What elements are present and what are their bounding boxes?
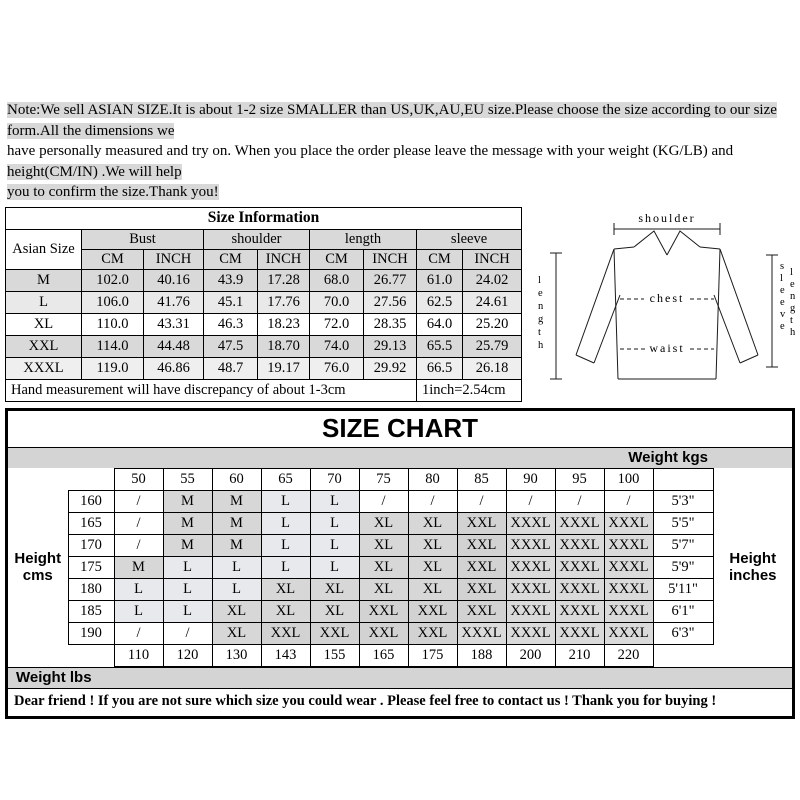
column-group-shoulder: shoulder <box>204 229 310 249</box>
weight-kg-value: 65 <box>261 468 310 490</box>
size-cell: / <box>114 622 163 644</box>
size-cell: XXXL <box>604 600 653 622</box>
measurement-value: 25.20 <box>463 313 522 335</box>
size-cell: L <box>114 578 163 600</box>
note-text: Note:We sell ASIAN SIZE.It is about 1-2 size SMALLER than US,UK,AU,EU size.Please choose the size according to our size <box>7 102 777 118</box>
size-info-header <box>6 207 522 269</box>
height-in-value: 6'3" <box>653 622 713 644</box>
unit-label: INCH <box>463 249 522 269</box>
measurement-value: 25.79 <box>463 335 522 357</box>
size-cell: XXXL <box>555 600 604 622</box>
measurement-value: 65.5 <box>417 335 463 357</box>
blank-cell <box>713 468 792 490</box>
unit-label: CM <box>310 249 364 269</box>
size-cell: XXXL <box>604 578 653 600</box>
size-cell: / <box>457 490 506 512</box>
height-in-value: 5'3" <box>653 490 713 512</box>
size-cell: XL <box>408 512 457 534</box>
weight-lbs-bar <box>8 667 792 689</box>
size-cell: / <box>604 490 653 512</box>
measurement-value: 26.18 <box>463 357 522 379</box>
asian-size-value: XXXL <box>6 357 82 379</box>
measurement-value: 66.5 <box>417 357 463 379</box>
height-row <box>8 578 792 600</box>
measurement-value: 43.9 <box>204 269 258 291</box>
weight-kg-value: 85 <box>457 468 506 490</box>
weight-lb-value: 143 <box>261 644 310 666</box>
note-line <box>7 121 793 142</box>
measurement-value: 26.77 <box>364 269 417 291</box>
sleeve-label-word2: l e n g t h <box>790 266 796 338</box>
measurement-value: 114.0 <box>82 335 144 357</box>
asian-size-header: Asian Size <box>6 229 82 269</box>
size-cell: XXL <box>359 622 408 644</box>
weight-lb-value: 210 <box>555 644 604 666</box>
size-info-row <box>6 269 522 291</box>
inch-conversion-note: 1inch=2.54cm <box>417 379 522 401</box>
size-cell: M <box>114 556 163 578</box>
note-text: form.All the dimensions we <box>7 122 175 139</box>
height-cm-value: 175 <box>68 556 114 578</box>
size-cell: XL <box>310 600 359 622</box>
measurement-value: 28.35 <box>364 313 417 335</box>
note-text: height(CM/IN) .We will help <box>7 163 182 180</box>
weight-kg-value: 55 <box>163 468 212 490</box>
weight-lb-value: 220 <box>604 644 653 666</box>
size-cell: M <box>212 534 261 556</box>
weight-lb-value: 165 <box>359 644 408 666</box>
measurement-value: 44.48 <box>144 335 204 357</box>
size-cell: / <box>114 534 163 556</box>
measurement-value: 46.86 <box>144 357 204 379</box>
size-cell: L <box>261 534 310 556</box>
size-cell: XXXL <box>555 622 604 644</box>
size-cell: XXL <box>408 600 457 622</box>
weight-kg-value: 100 <box>604 468 653 490</box>
size-cell: L <box>261 556 310 578</box>
footer-message: Dear friend ! If you are not sure which size you could wear . Please feel free to contact us ! Thank you for buying ! <box>14 692 717 709</box>
shirt-diagram <box>530 209 796 397</box>
size-cell: L <box>310 556 359 578</box>
measurement-value: 61.0 <box>417 269 463 291</box>
size-cell: / <box>359 490 408 512</box>
size-cell: M <box>163 534 212 556</box>
measurement-value: 18.70 <box>258 335 310 357</box>
height-in-value: 5'11" <box>653 578 713 600</box>
size-cell: L <box>261 512 310 534</box>
weight-lb-value: 120 <box>163 644 212 666</box>
measurement-value: 18.23 <box>258 313 310 335</box>
unit-label: CM <box>82 249 144 269</box>
measurement-value: 62.5 <box>417 291 463 313</box>
size-cell: XXL <box>261 622 310 644</box>
size-info-title: Size Information <box>6 207 522 229</box>
height-in-value: 5'7" <box>653 534 713 556</box>
measurement-value: 46.3 <box>204 313 258 335</box>
weight-kgs-bar <box>8 447 792 468</box>
note-text: have personally measured and try on. When you place the order please leave the message with your weight (KG/LB) and <box>7 143 734 159</box>
measurement-value: 102.0 <box>82 269 144 291</box>
size-cell: XL <box>359 578 408 600</box>
height-cm-value: 170 <box>68 534 114 556</box>
size-cell: XL <box>408 534 457 556</box>
weight-kg-value: 70 <box>310 468 359 490</box>
weight-lb-value: 155 <box>310 644 359 666</box>
measurement-value: 17.28 <box>258 269 310 291</box>
measurement-value: 68.0 <box>310 269 364 291</box>
size-cell: XXXL <box>506 600 555 622</box>
height-row <box>8 622 792 644</box>
height-in-value: 6'1" <box>653 600 713 622</box>
height-cms-label: Height cms <box>8 490 68 644</box>
size-cell: L <box>163 600 212 622</box>
size-cell: M <box>163 490 212 512</box>
height-cm-value: 180 <box>68 578 114 600</box>
height-inches-label: Height inches <box>713 490 792 644</box>
size-info-row <box>6 335 522 357</box>
waist-label: waist <box>649 340 685 355</box>
size-cell: XXXL <box>506 512 555 534</box>
measurement-value: 17.76 <box>258 291 310 313</box>
size-cell: XL <box>261 578 310 600</box>
size-cell: XL <box>359 556 408 578</box>
weight-lb-value: 175 <box>408 644 457 666</box>
size-cell: L <box>212 556 261 578</box>
measurement-value: 24.61 <box>463 291 522 313</box>
weight-kg-value: 90 <box>506 468 555 490</box>
note-block <box>7 100 793 203</box>
asian-size-value: M <box>6 269 82 291</box>
measurement-value: 43.31 <box>144 313 204 335</box>
measurement-value: 106.0 <box>82 291 144 313</box>
weight-kg-value: 50 <box>114 468 163 490</box>
note-line <box>7 162 793 183</box>
size-cell: L <box>163 578 212 600</box>
measurement-value: 70.0 <box>310 291 364 313</box>
empty-cell <box>653 468 713 490</box>
size-info-row <box>6 313 522 335</box>
size-cell: L <box>261 490 310 512</box>
size-info-row <box>6 357 522 379</box>
measurement-value: 72.0 <box>310 313 364 335</box>
measurement-value: 110.0 <box>82 313 144 335</box>
height-in-value: 5'9" <box>653 556 713 578</box>
height-row <box>8 490 792 512</box>
chest-label: chest <box>649 290 685 305</box>
measurement-value: 41.76 <box>144 291 204 313</box>
size-cell: XL <box>408 578 457 600</box>
note-line <box>7 100 793 121</box>
measurement-value: 29.13 <box>364 335 417 357</box>
weight-lb-value: 188 <box>457 644 506 666</box>
measurement-value: 64.0 <box>417 313 463 335</box>
size-cell: XXXL <box>555 578 604 600</box>
size-cell: XXL <box>310 622 359 644</box>
asian-size-value: L <box>6 291 82 313</box>
size-cell: / <box>555 490 604 512</box>
size-cell: XXXL <box>604 534 653 556</box>
column-group-length: length <box>310 229 417 249</box>
size-cell: / <box>163 622 212 644</box>
weight-kg-value: 80 <box>408 468 457 490</box>
unit-label: INCH <box>144 249 204 269</box>
size-cell: XL <box>359 534 408 556</box>
weight-kgs-label: Weight kgs <box>628 448 708 466</box>
height-cm-value: 160 <box>68 490 114 512</box>
weight-lb-value: 110 <box>114 644 163 666</box>
measurement-value: 19.17 <box>258 357 310 379</box>
height-cm-value: 185 <box>68 600 114 622</box>
column-group-bust: Bust <box>82 229 204 249</box>
size-cell: XXL <box>457 512 506 534</box>
size-cell: L <box>114 600 163 622</box>
size-info-table <box>5 207 522 402</box>
size-info-section <box>5 207 795 402</box>
size-cell: L <box>310 534 359 556</box>
size-cell: XXXL <box>555 534 604 556</box>
height-cm-value: 165 <box>68 512 114 534</box>
sleeve-label-word1: s l e e v e <box>780 260 786 332</box>
weight-lbs-label: Weight lbs <box>16 668 92 686</box>
weight-kg-value: 60 <box>212 468 261 490</box>
blank-cell <box>8 644 114 666</box>
blank-cell <box>653 644 792 666</box>
note-line <box>7 141 793 162</box>
blank-cell <box>8 468 114 490</box>
weight-lb-row <box>8 644 792 666</box>
length-label: l e n g t h <box>538 274 544 351</box>
unit-label: INCH <box>364 249 417 269</box>
measurement-value: 76.0 <box>310 357 364 379</box>
weight-lb-value: 200 <box>506 644 555 666</box>
size-chart-grid-table <box>8 468 792 667</box>
size-cell: XXXL <box>506 556 555 578</box>
size-cell: XXXL <box>604 556 653 578</box>
size-cell: XL <box>212 622 261 644</box>
height-in-value: 5'5" <box>653 512 713 534</box>
note-line <box>7 182 793 203</box>
height-row <box>8 534 792 556</box>
size-chart-section <box>5 408 795 719</box>
size-cell: / <box>506 490 555 512</box>
weight-lb-value: 130 <box>212 644 261 666</box>
weight-kg-value: 95 <box>555 468 604 490</box>
size-cell: / <box>408 490 457 512</box>
size-cell: L <box>163 556 212 578</box>
size-cell: XL <box>408 556 457 578</box>
unit-label: CM <box>417 249 463 269</box>
shirt-diagram-container <box>530 209 796 402</box>
size-info-row <box>6 291 522 313</box>
weight-kg-header-row <box>8 468 792 490</box>
measurement-value: 29.92 <box>364 357 417 379</box>
asian-size-value: XL <box>6 313 82 335</box>
size-cell: XXL <box>457 534 506 556</box>
asian-size-value: XXL <box>6 335 82 357</box>
size-cell: XXXL <box>457 622 506 644</box>
shoulder-label: shoulder <box>638 210 696 225</box>
size-cell: L <box>310 490 359 512</box>
weight-kg-value: 75 <box>359 468 408 490</box>
size-cell: XXXL <box>555 512 604 534</box>
size-cell: XL <box>310 578 359 600</box>
size-cell: XXL <box>457 556 506 578</box>
measurement-value: 48.7 <box>204 357 258 379</box>
note-text: you to confirm the size.Thank you! <box>7 184 219 200</box>
column-group-sleeve: sleeve <box>417 229 522 249</box>
size-cell: XXXL <box>604 512 653 534</box>
size-cell: XXXL <box>506 534 555 556</box>
size-chart-title: SIZE CHART <box>322 412 478 443</box>
measurement-note: Hand measurement will have discrepancy of about 1-3cm <box>6 379 417 401</box>
measurement-value: 47.5 <box>204 335 258 357</box>
measurement-value: 27.56 <box>364 291 417 313</box>
height-row <box>8 600 792 622</box>
size-cell: M <box>212 490 261 512</box>
height-cm-value: 190 <box>68 622 114 644</box>
size-cell: L <box>310 512 359 534</box>
measurement-value: 24.02 <box>463 269 522 291</box>
size-cell: / <box>114 490 163 512</box>
height-row <box>8 512 792 534</box>
size-cell: L <box>212 578 261 600</box>
measurement-value: 119.0 <box>82 357 144 379</box>
size-cell: XXL <box>359 600 408 622</box>
size-info-body <box>6 269 522 379</box>
size-cell: / <box>114 512 163 534</box>
measurement-value: 45.1 <box>204 291 258 313</box>
height-row <box>8 556 792 578</box>
size-cell: XXXL <box>506 622 555 644</box>
size-cell: XXL <box>408 622 457 644</box>
size-cell: XXL <box>457 578 506 600</box>
size-cell: XL <box>261 600 310 622</box>
unit-label: INCH <box>258 249 310 269</box>
size-chart-grid <box>8 468 792 666</box>
size-cell: M <box>163 512 212 534</box>
size-cell: XL <box>212 600 261 622</box>
size-cell: M <box>212 512 261 534</box>
measurement-value: 74.0 <box>310 335 364 357</box>
unit-label: CM <box>204 249 258 269</box>
size-cell: XXL <box>457 600 506 622</box>
measurement-value: 40.16 <box>144 269 204 291</box>
size-cell: XXXL <box>604 622 653 644</box>
size-cell: XL <box>359 512 408 534</box>
size-cell: XXXL <box>555 556 604 578</box>
size-cell: XXXL <box>506 578 555 600</box>
